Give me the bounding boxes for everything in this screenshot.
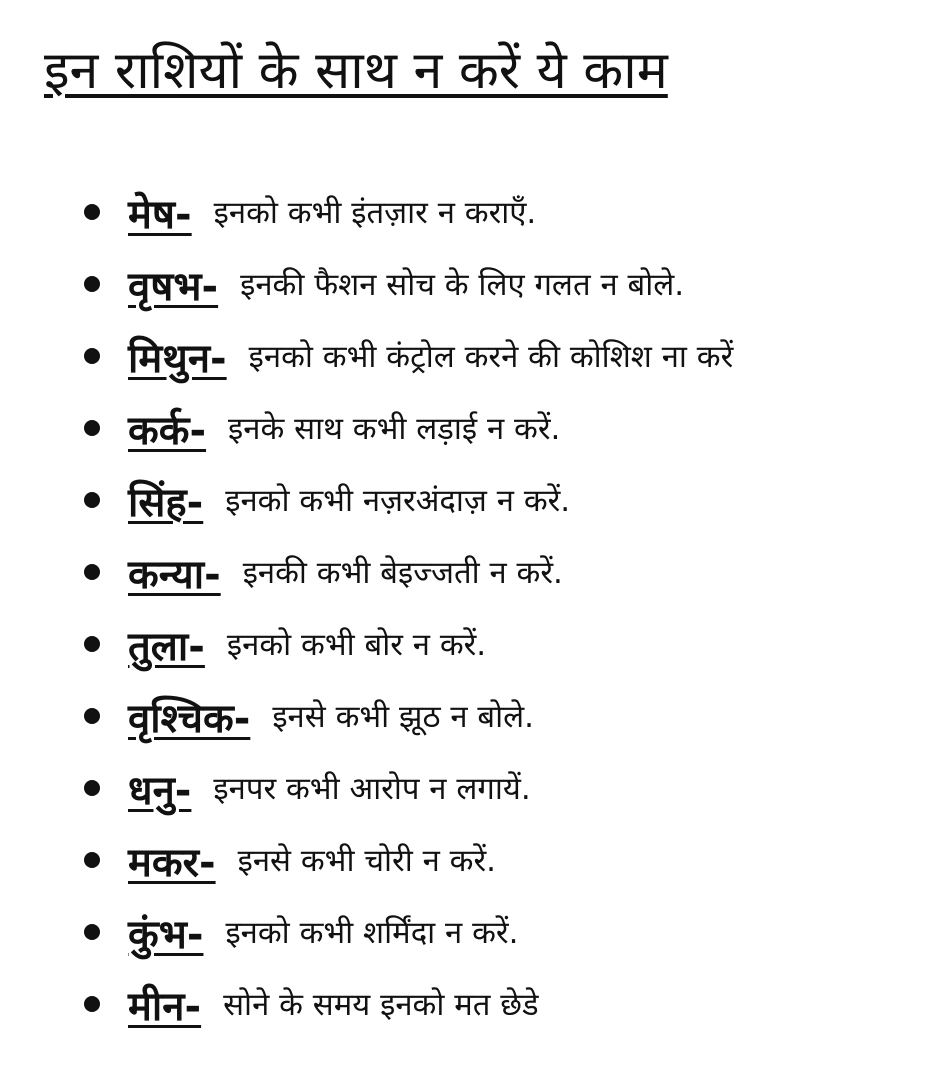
advice-text: इनकी कभी बेइज्जती न करें.: [242, 555, 563, 591]
zodiac-sign-label: तुला-: [128, 623, 205, 670]
zodiac-sign-label: वृश्चिक-: [128, 695, 251, 742]
list-item-kanya: [84, 536, 932, 608]
advice-text: इनको कभी शर्मिंदा न करें.: [225, 915, 519, 951]
zodiac-sign-label: मेष-: [128, 191, 192, 238]
advice-text: इनकी फैशन सोच के लिए गलत न बोले.: [240, 267, 685, 303]
zodiac-sign-label: कन्या-: [128, 551, 221, 598]
zodiac-sign-label: वृषभ-: [128, 263, 219, 310]
bullet-icon: [84, 996, 100, 1012]
bullet-icon: [84, 924, 100, 940]
list-item-vrishabh: [84, 248, 932, 320]
list-item-dhanu: [84, 752, 932, 824]
zodiac-sign-label: धनु-: [128, 767, 192, 814]
zodiac-sign-label: मीन-: [128, 983, 202, 1030]
advice-text: इनको कभी नज़रअंदाज़ न करें.: [225, 483, 571, 519]
bullet-icon: [84, 204, 100, 220]
advice-text: इनके साथ कभी लड़ाई न करें.: [228, 411, 561, 447]
list-item-kumbh: [84, 896, 932, 968]
bullet-icon: [84, 780, 100, 796]
advice-text: इनको कभी कंट्रोल करने की कोशिश ना करें: [248, 339, 734, 375]
page-title: इन राशियों के साथ न करें ये काम: [44, 41, 668, 101]
list-item-vrishchik: [84, 680, 932, 752]
bullet-icon: [84, 636, 100, 652]
bullet-icon: [84, 708, 100, 724]
list-item-meen: [84, 968, 932, 1040]
advice-text: इनसे कभी झूठ न बोले.: [272, 699, 535, 735]
advice-text: सोने के समय इनको मत छेडे: [223, 987, 539, 1023]
zodiac-sign-label: मिथुन-: [128, 335, 227, 382]
bullet-icon: [84, 564, 100, 580]
advice-text: इनको कभी इंतज़ार न कराएँ.: [213, 195, 537, 231]
zodiac-sign-label: कुंभ-: [128, 911, 204, 958]
zodiac-sign-label: कर्क-: [128, 407, 207, 454]
advice-text: इनको कभी बोर न करें.: [226, 627, 487, 663]
advice-text: इनपर कभी आरोप न लगायें.: [213, 771, 531, 807]
bullet-icon: [84, 348, 100, 364]
bullet-icon: [84, 276, 100, 292]
list-item-singh: [84, 464, 932, 536]
bullet-icon: [84, 852, 100, 868]
list-item-tula: [84, 608, 932, 680]
zodiac-list: [84, 176, 932, 1040]
list-item-makar: [84, 824, 932, 896]
list-item-mithun: [84, 320, 932, 392]
zodiac-sign-label: मकर-: [128, 839, 216, 886]
list-item-kark: [84, 392, 932, 464]
zodiac-sign-label: सिंह-: [128, 479, 204, 526]
bullet-icon: [84, 420, 100, 436]
advice-text: इनसे कभी चोरी न करें.: [237, 843, 497, 879]
bullet-icon: [84, 492, 100, 508]
list-item-mesh: [84, 176, 932, 248]
